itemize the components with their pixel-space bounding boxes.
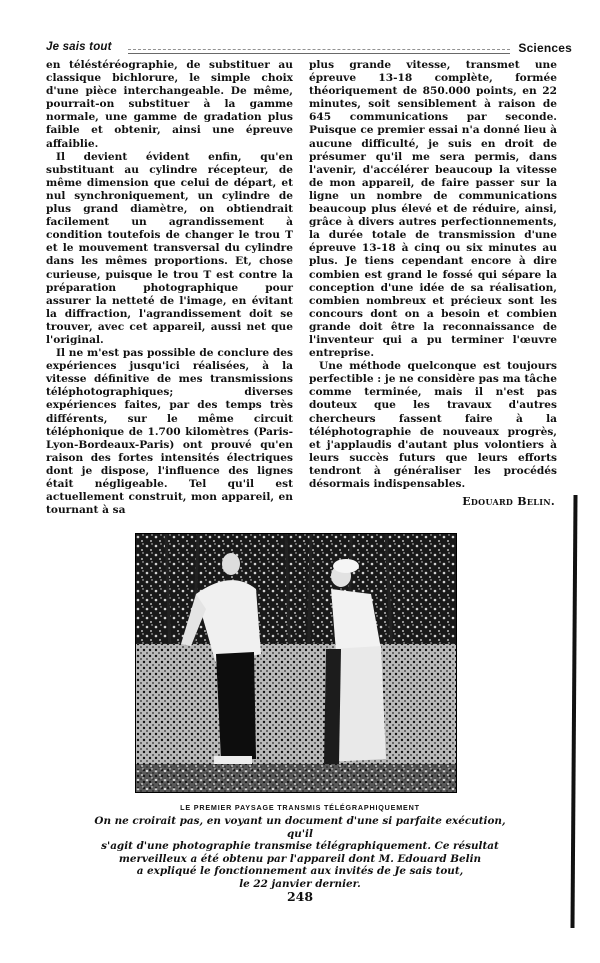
caption-line: s'agit d'une photographie transmise télégraphiquement. Ce résultat <box>101 840 499 853</box>
caption-line: le 22 janvier dernier. <box>239 877 361 890</box>
figure-caption-title: LE PREMIER PAYSAGE TRANSMIS TÉLÉGRAPHIQUEMENT <box>180 803 420 812</box>
running-header <box>46 41 572 57</box>
paragraph: Une méthode quelconque est toujours perfectible : je ne considère pas ma tâche comme terminée, mais il n'est pas douteux que les travaux d'autres chercheurs fassent faire à la téléphotographie de nouveaux progrès, et j'applaudis d'autant plus volontiers à leurs succès futurs que leurs efforts tendront à généraliser les procédés désormais indispensables. <box>309 360 557 490</box>
caption-line: On ne croirait pas, en voyant un document d'une si parfaite exécution, qu'il <box>94 815 506 840</box>
page-number: 248 <box>286 889 314 904</box>
figure-caption <box>85 815 515 891</box>
paragraph: Il devient évident enfin, qu'en substituant au cylindre récepteur, de même dimension que celui de départ, et nul synchroniquement, un cylindre de plus grand diamètre, on obtiendrait facilement un agrandissement à condition toutefois de changer le trou T et le mouvement transversal du cylindre dans les mêmes proportions. Et, chose curieuse, puisque le trou T est contre la préparation photographique pour assurer la netteté de l'image, en évitant la diffraction, l'agrandissement doit se trouver, avec cet appareil, aussi net que l'original. <box>46 150 293 346</box>
left-text-column <box>46 59 293 517</box>
caption-line: merveilleux a été obtenu par l'appareil dont M. Edouard Belin <box>118 852 482 865</box>
header-rule <box>128 49 510 54</box>
paragraph: en téléstéréographie, de substituer au classique bichlorure, le simple choix d'une pièce interchangeable. De même, pourrait-on substituer à la gamme normale, une gamme de gradation plus faible et obtenir, ainsi une épreuve affaiblie. <box>46 59 293 150</box>
section-title: Sciences <box>518 41 572 55</box>
caption-line: a expliqué le fonctionnement aux invités de Je sais tout, <box>136 865 464 878</box>
landscape-photo-image <box>136 534 456 792</box>
paragraph: Il ne m'est pas possible de conclure des expériences jusqu'ici réalisées, à la vitesse définitive de mes transmissions téléphotographiques; diverses expériences faites, par des temps très différents, sur le même circuit téléphonique de 1.700 kilomètres (Paris-Lyon-Bordeaux-Paris) ont prouvé qu'en raison des fortes intensités électriques dont je dispose, l'influence des lignes était négligeable. Tel qu'il est actuellement construit, mon appareil, en tournant à sa <box>46 347 293 517</box>
right-text-column <box>309 59 557 508</box>
author-signature: Edouard Belin. <box>462 495 555 509</box>
page-edge-bar <box>570 495 577 928</box>
magazine-title: Je sais tout <box>46 41 112 53</box>
paragraph: plus grande vitesse, transmet une épreuve 13-18 complète, formée théoriquement de 850.000 points, en 22 minutes, soit sensiblement à raison de 645 communications par seconde. Puisque ce premier essai n'a donné lieu à aucune difficulté, je suis en droit de présumer qu'il me sera permis, dans l'avenir, d'accélérer beaucoup la vitesse de mon appareil, de faire passer sur la ligne un nombre de communications beaucoup plus élevé et de réduire, ainsi, grâce à divers autres perfectionnements, la durée totale de transmission d'une épreuve 13-18 à cinq ou six minutes au plus. Je tiens cependant encore à dire combien est grand le fossé qui sépare la conception d'une idée de sa réalisation, combien nombreux et précieux sont les concours dont on a besoin et combien grande doit être la reconnaissance de l'inventeur qui a pu terminer l'œuvre entreprise. <box>309 59 557 360</box>
transmitted-photograph <box>135 533 457 793</box>
